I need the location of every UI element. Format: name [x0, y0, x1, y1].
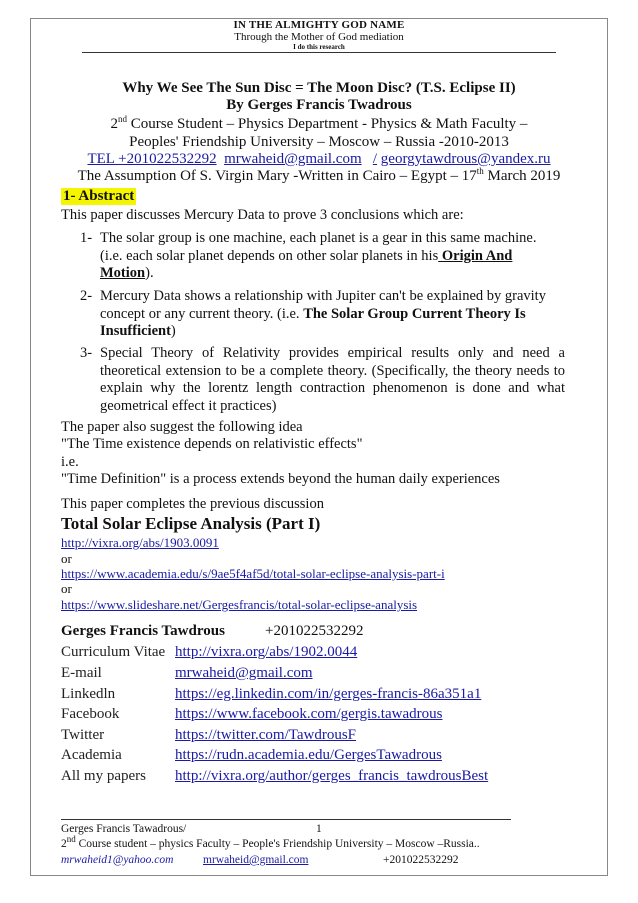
contact-link-academia[interactable]: https://rudn.academia.edu/GergesTawadrous	[175, 747, 442, 763]
abstract-p3: i.e.	[61, 454, 79, 470]
footer-author: Gerges Francis Tawadrous/	[61, 823, 187, 835]
contact-link-facebook[interactable]: https://www.facebook.com/gergis.tawadrous	[175, 706, 443, 722]
header-invocation: IN THE ALMIGHTY GOD NAME	[233, 19, 405, 31]
list-item-3: Special Theory of Relativity provides empirical results only and need a theoretical extension to be a complete theory. (Specifically, the theory needs to explain why the lorentz length contraction phenomenon is done and what geometrical effect it practices)	[100, 345, 565, 414]
email-link-2[interactable]: georgytawdrous@yandex.ru	[380, 151, 551, 167]
footer-affiliation: 2nd Course student – physics Faculty – People's Friendship University – Moscow –Russia..	[61, 834, 480, 850]
contact-label-twitter: Twitter	[61, 727, 105, 743]
assumption-line: The Assumption Of S. Virgin Mary -Written in Cairo – Egypt – 17th March 2019	[77, 166, 561, 184]
contact-line	[0, 151, 638, 168]
previous-paper-title: Total Solar Eclipse Analysis (Part I)	[61, 514, 321, 533]
contact-link-twitter[interactable]: https://twitter.com/TawdrousF	[175, 727, 357, 743]
footer-email-italic[interactable]: mrwaheid1@yahoo.com	[61, 854, 174, 866]
affiliation-line-1: 2nd Course Student – Physics Department - Physics & Math Faculty –	[110, 114, 528, 132]
list-number-3: 3-	[80, 345, 93, 361]
paper-title: Why We See The Sun Disc = The Moon Disc? (T.S. Eclipse II)	[122, 80, 516, 96]
author-byline: By Gerges Francis Twadrous	[226, 97, 412, 113]
tel-link[interactable]: TEL +201022532292	[87, 151, 217, 167]
header-mediation: Through the Mother of God mediation	[234, 31, 404, 43]
contact-label-linkedin: Linkedln	[61, 686, 116, 702]
previous-paper-link-academia[interactable]: https://www.academia.edu/s/9ae5f4af5d/total-solar-eclipse-analysis-part-i	[61, 566, 445, 581]
contact-link-linkedin[interactable]: https://eg.linkedin.com/in/gerges-francis-86a351a1	[175, 686, 482, 702]
footer-email[interactable]: mrwaheid@gmail.com	[203, 854, 309, 866]
previous-paper-link-vixra[interactable]: http://vixra.org/abs/1903.0091	[61, 535, 219, 550]
affiliation-line-2: Peoples' Friendship University – Moscow – Russia -2010-2013	[129, 134, 509, 150]
footer-divider	[61, 819, 511, 820]
header-divider	[82, 52, 556, 53]
list-item-2: Mercury Data shows a relationship with Jupiter can't be explained by gravity concept or any current theory. (i.e. The Solar Group Current Theory Is Insufficient)	[100, 288, 546, 339]
contact-label-email: E-mail	[61, 665, 102, 681]
footer-page-number: 1	[316, 823, 322, 835]
contact-label-facebook: Facebook	[61, 706, 120, 722]
abstract-p1: The paper also suggest the following idea	[61, 419, 303, 435]
abstract-heading: 1- Abstract	[63, 188, 135, 204]
list-number-2: 2-	[80, 288, 93, 304]
previous-paper-link-slideshare[interactable]: https://www.slideshare.net/Gergesfrancis/total-solar-eclipse-analysis	[61, 597, 418, 612]
abstract-p4: "Time Definition" is a process extends beyond the human daily experiences	[61, 471, 500, 487]
email-separator: /	[372, 151, 378, 167]
abstract-p2: "The Time existence depends on relativistic effects"	[61, 436, 363, 452]
contact-link-email[interactable]: mrwaheid@gmail.com	[175, 665, 313, 681]
or-text-1: or	[61, 551, 72, 566]
header-research-note: I do this research	[293, 43, 345, 51]
contact-link-cv[interactable]: http://vixra.org/abs/1902.0044	[175, 644, 358, 660]
contact-label-cv: Curriculum Vitae	[61, 644, 166, 660]
abstract-p5: This paper completes the previous discussion	[61, 496, 324, 512]
contact-label-academia: Academia	[61, 747, 122, 763]
footer-phone: +201022532292	[383, 854, 459, 866]
or-text-2: or	[61, 581, 72, 596]
email-link-1[interactable]: mrwaheid@gmail.com	[224, 151, 362, 167]
contact-phone: +201022532292	[265, 623, 364, 639]
list-number-1: 1-	[80, 230, 93, 246]
list-item-1: The solar group is one machine, each planet is a gear in this same machine. (i.e. each solar planet depends on other solar planets in his Origin And Motion).	[100, 230, 537, 281]
contact-name: Gerges Francis Tawdrous	[61, 623, 225, 639]
abstract-intro: This paper discusses Mercury Data to prove 3 conclusions which are:	[61, 207, 464, 223]
contact-link-all-papers[interactable]: http://vixra.org/author/gerges_francis_tawdrousBest	[175, 768, 489, 784]
contact-label-all-papers: All my papers	[61, 768, 146, 784]
